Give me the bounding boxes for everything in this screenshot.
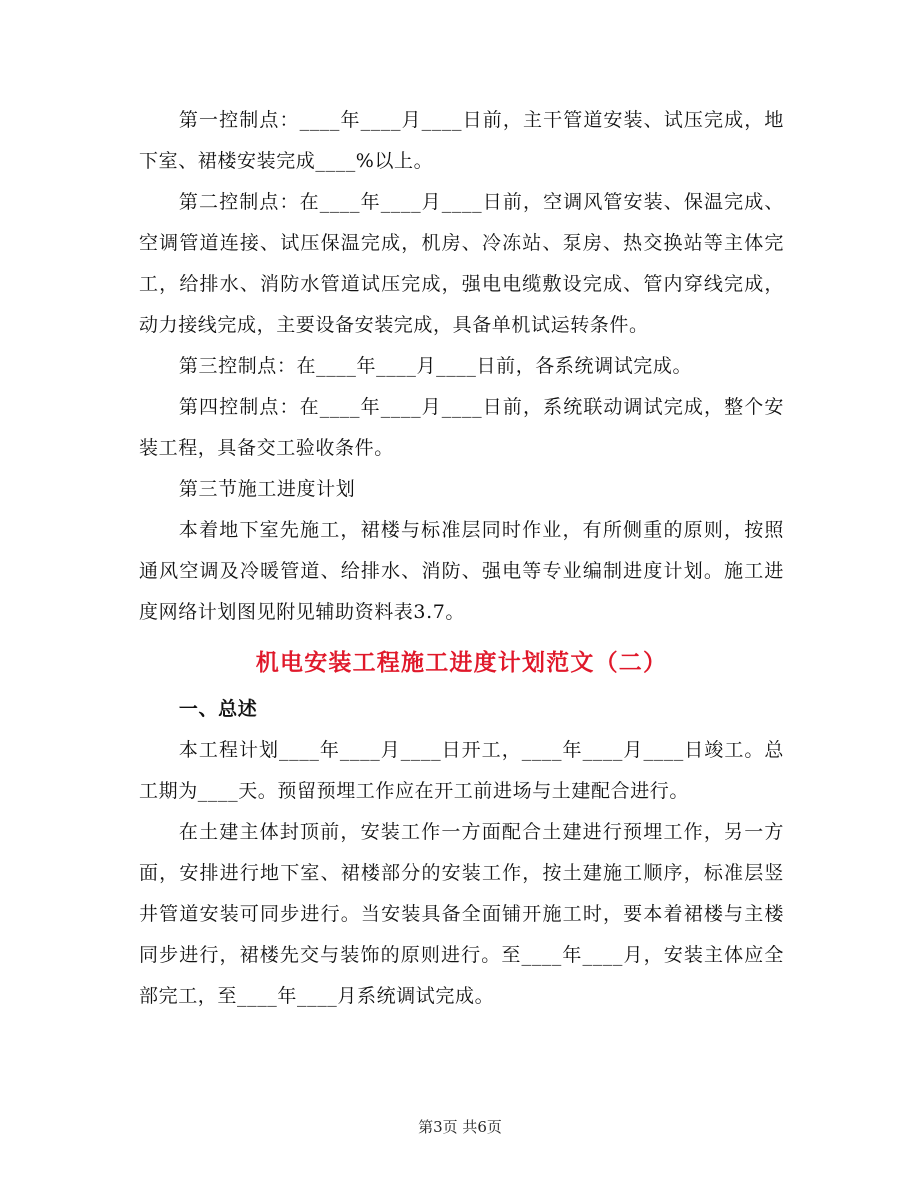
section-paragraph: 本着地下室先施工，裙楼与标准层同时作业，有所侧重的原则，按照通风空调及冷暖管道、给排水、消防、强电等专业编制进度计划。施工进度网络计划图见附见辅助资料表3.7。 [139, 519, 784, 623]
control-point-2: 第二控制点：在____年____月____日前，空调风管安装、保温完成、空调管道连接、试压保温完成，机房、冷冻站、泵房、热交换站等主体完工，给排水、消防水管道试压完成，强电电缆敷设完成、管内穿线完成，动力接线完成，主要设备安装完成，具备单机试运转条件。 [139, 191, 784, 336]
control-point-4: 第四控制点：在____年____月____日前，系统联动调试完成，整个安装工程，具备交工验收条件。 [139, 396, 784, 459]
overview-heading: 一、总述 [178, 698, 258, 720]
document-body [139, 100, 784, 1017]
overview-paragraph-1: 本工程计划____年____月____日开工，____年____月____日竣工。总工期为____天。预留预埋工作应在开工前进场与土建配合进行。 [139, 739, 784, 802]
control-point-3: 第三控制点：在____年____月____日前，各系统调试完成。 [178, 355, 693, 377]
page-number: 第3页 共6页 [418, 1118, 502, 1136]
control-point-1: 第一控制点：____年____月____日前，主干管道安装、试压完成，地下室、裙楼安装完成____%以上。 [139, 109, 784, 172]
overview-paragraph-2: 在土建主体封顶前，安装工作一方面配合土建进行预埋工作，另一方面，安排进行地下室、裙楼部分的安装工作，按土建施工顺序，标准层竖井管道安装可同步进行。当安装具备全面铺开施工时，要本着裙楼与主楼同步进行，裙楼先交与装饰的原则进行。至____年____月，安装主体应全部完工，至____年____月系统调试完成。 [139, 821, 784, 1007]
document-title: 机电安装工程施工进度计划范文（二） [255, 650, 668, 676]
section-heading: 第三节施工进度计划 [178, 478, 356, 500]
